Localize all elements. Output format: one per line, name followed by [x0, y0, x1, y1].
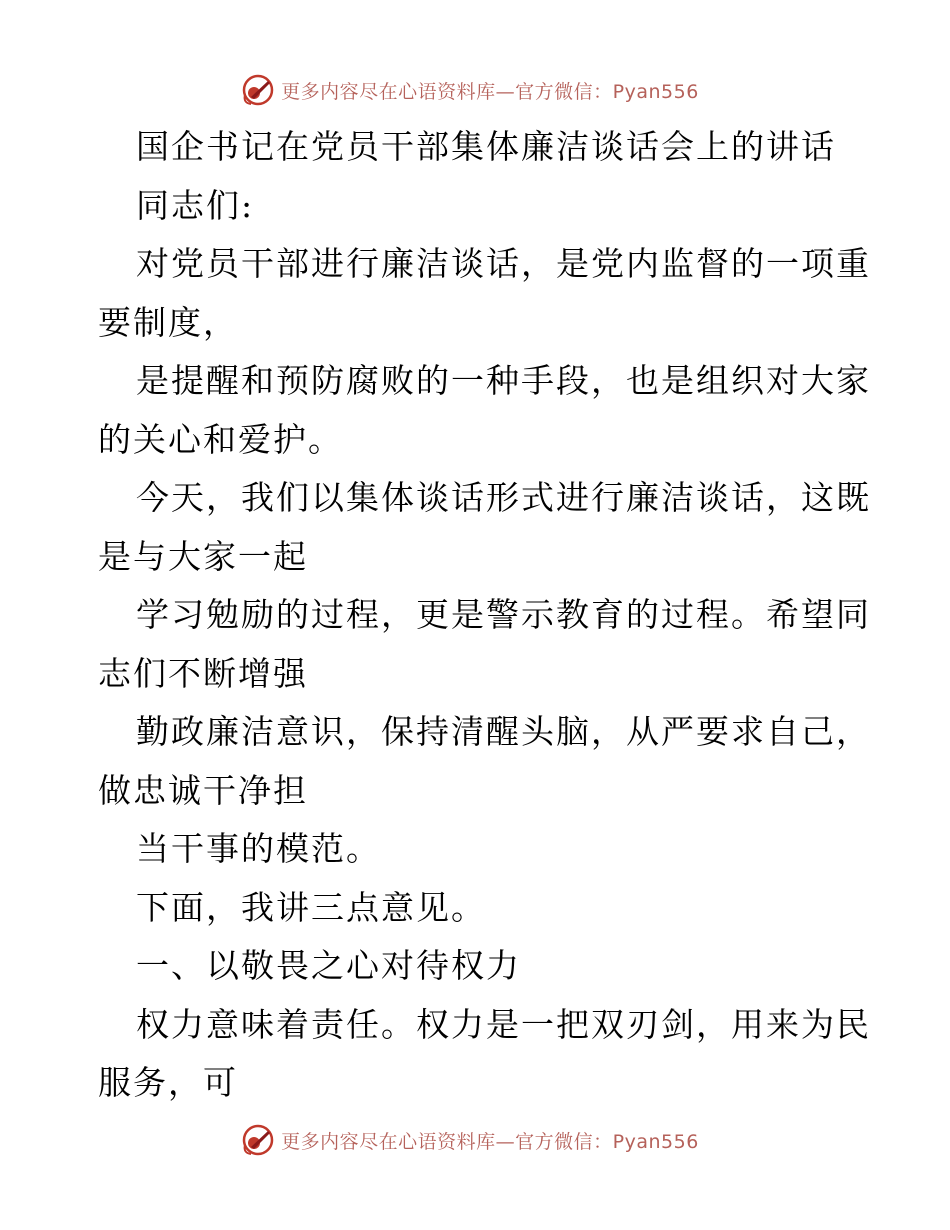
paragraph-line: 服务，可: [98, 1063, 238, 1102]
paragraph-line: 今天，我们以集体谈话形式进行廉洁谈话，这既: [136, 478, 871, 517]
salutation: 同志们:: [136, 185, 255, 225]
paragraph-line: 是与大家一起: [98, 536, 308, 576]
paragraph-line: 的关心和爱护。: [98, 419, 343, 459]
document-body: [98, 118, 871, 1113]
header-banner-text: 更多内容尽在心语资料库—官方微信：Pyan556: [281, 80, 699, 103]
footer-banner: [0, 1120, 950, 1160]
paragraph-line: 下面，我讲三点意见。: [136, 887, 486, 927]
paragraph-line: 当干事的模范。: [136, 829, 381, 868]
document-title: 国企书记在党员干部集体廉洁谈话会上的讲话: [136, 127, 836, 166]
paragraph-line: 要制度，: [98, 302, 238, 342]
paragraph-line: 志们不断增强: [98, 653, 308, 693]
pen-circle-logo-icon: [241, 73, 275, 107]
footer-banner-text: 更多内容尽在心语资料库—官方微信：Pyan556: [281, 1130, 699, 1153]
header-banner: [0, 70, 950, 110]
paragraph-line: 学习勉励的过程，更是警示教育的过程。希望同: [136, 595, 871, 634]
section-heading: 一、以敬畏之心对待权力: [136, 946, 521, 985]
paragraph-line: 对党员干部进行廉洁谈话，是党内监督的一项重: [136, 244, 871, 283]
paragraph-line: 权力意味着责任。权力是一把双刃剑，用来为民: [136, 1004, 871, 1044]
paragraph-line: 勤政廉洁意识，保持清醒头脑，从严要求自己，: [136, 712, 871, 751]
paragraph-line: 是提醒和预防腐败的一种手段，也是组织对大家: [136, 361, 871, 400]
paragraph-line: 做忠诚干净担: [98, 770, 308, 810]
pen-circle-logo-icon: [241, 1123, 275, 1157]
